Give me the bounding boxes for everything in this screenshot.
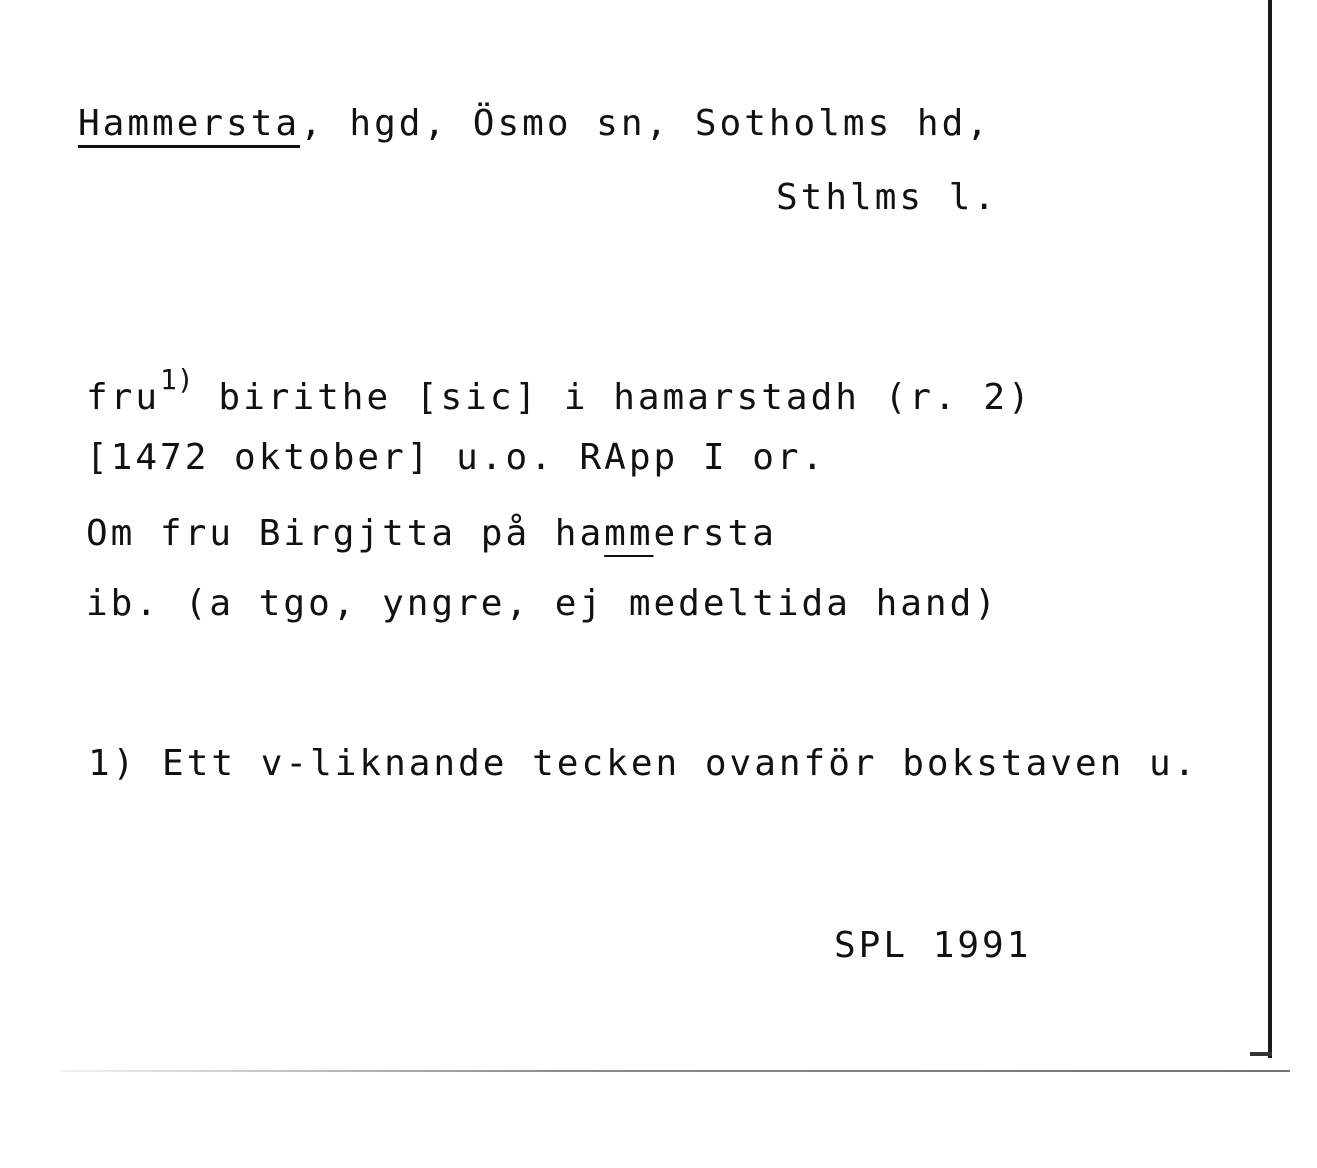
heading-line [78, 103, 991, 144]
entry-line-3-marked: mm [604, 513, 654, 554]
entry-line-4: ib. (a tgo, yngre, ej medeltida hand) [86, 583, 999, 624]
footnote-mark: 1) [160, 363, 194, 396]
entry-line-3-post: ersta [653, 513, 777, 554]
signature: SPL 1991 [834, 925, 1032, 966]
entry-line-1-post: birithe [sic] i hamarstadh (r. 2) [193, 377, 1033, 418]
entry-line-2: [1472 oktober] u.o. RApp I or. [86, 437, 827, 478]
card-right-edge [1268, 0, 1272, 1058]
card-bottom-edge [60, 1070, 1290, 1072]
entry-line-3 [86, 513, 777, 554]
entry-line-3-pre: Om fru Birgjtta på ha [86, 513, 605, 554]
entry-line-1 [86, 363, 1033, 418]
heading-details: , hgd, Ösmo sn, Sotholms hd, [300, 103, 991, 144]
footnote-text: 1) Ett v-liknande tecken ovanför bokstaven u. [88, 743, 1199, 784]
card-corner-mark [1250, 1052, 1272, 1056]
entry-line-1-pre: fru [86, 377, 161, 418]
place-name: Hammersta [78, 103, 301, 144]
county-line: Sthlms l. [776, 177, 999, 218]
